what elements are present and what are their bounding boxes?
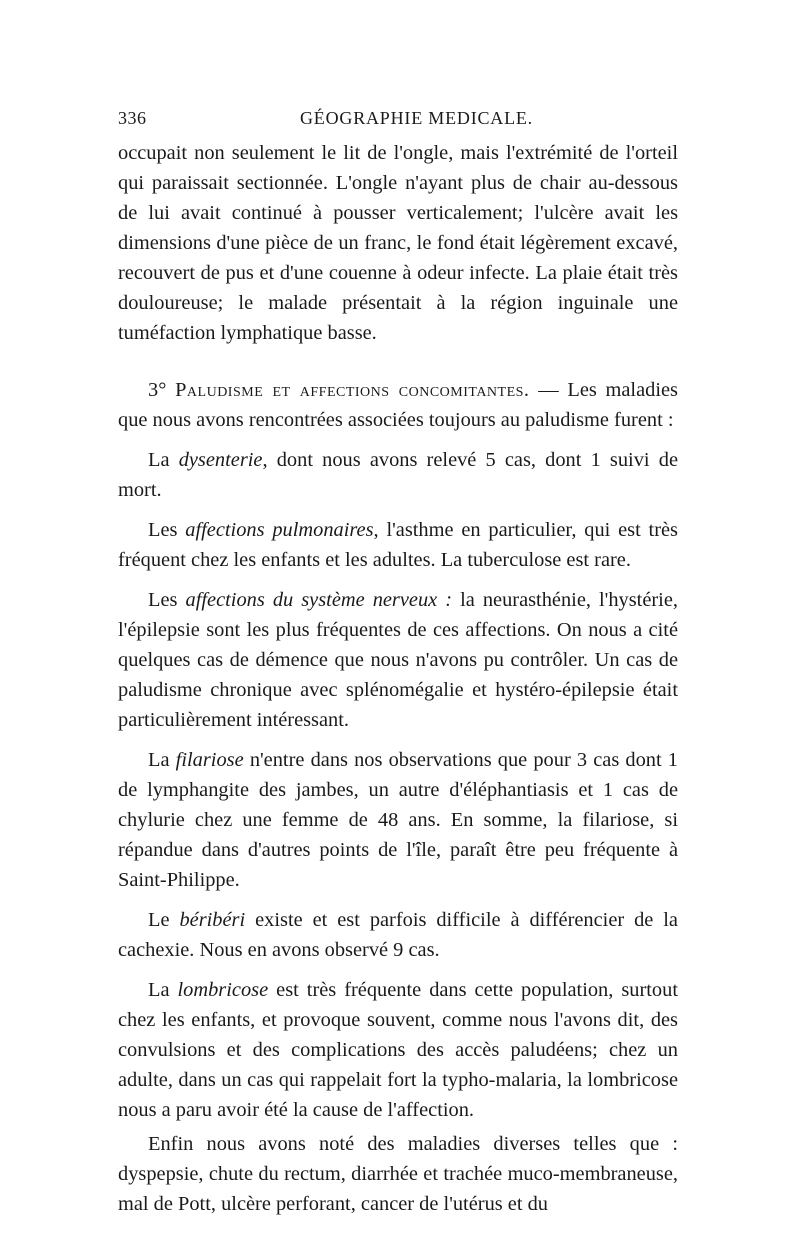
term-filariose: filariose — [175, 749, 244, 771]
paragraph-paludisme-heading — [118, 375, 678, 435]
term-lombricose: lombricose — [177, 979, 269, 1001]
lead-word: Les — [148, 589, 178, 611]
lead-word: Le — [148, 909, 170, 931]
page-number: 336 — [118, 108, 147, 128]
paragraph-filariose — [118, 745, 678, 895]
book-page — [118, 108, 678, 1219]
lead-word: La — [148, 979, 170, 1001]
term-beriberi: béribéri — [179, 909, 246, 931]
term-dysenterie: dysenterie — [178, 449, 263, 471]
term-affections-pulmonaires: affections pulmonaires — [185, 519, 374, 541]
paragraph-text: est très fréquente dans cette population, surtout chez les enfants, et provoque souvent, comme nous l'avons dit, des convulsions et des complications des accès paludéens; chez un adulte, dans un cas qui rappelait fort la typho-malaria, la lombricose nous a paru avoir été la cause de l'affection. — [118, 979, 678, 1121]
paragraph-lombricose — [118, 975, 678, 1125]
paragraph-dysenterie — [118, 445, 678, 505]
paragraph-text: existe et est parfois difficile à différencier de la cachexie. Nous en avons observé 9 cas. — [118, 909, 678, 961]
body-text — [118, 138, 678, 1219]
section-heading: Paludisme et affections concomitantes. — [175, 379, 530, 401]
section-number: 3° — [148, 379, 167, 401]
em-dash: — — [538, 379, 559, 401]
paragraph-text: n'entre dans nos observations que pour 3 cas dont 1 de lymphangite des jambes, un autre d'éléphantiasis et 1 cas de chylurie chez une femme de 48 ans. En somme, la filariose, si répandue dans d'autres points de l'île, paraît être peu fréquente à Saint-Philippe. — [118, 749, 678, 891]
term-systeme-nerveux: affections du système nerveux : — [185, 589, 453, 611]
lead-word: La — [148, 749, 170, 771]
running-title: GÉOGRAPHIE MEDICALE. — [300, 108, 533, 128]
section-intro: Les maladies que nous avons rencontrées associées toujours au paludisme furent : — [118, 379, 678, 431]
paragraph-beriberi — [118, 905, 678, 965]
paragraph-ongle: occupait non seulement le lit de l'ongle, mais l'extrémité de l'orteil qui paraissait sectionnée. L'ongle n'ayant plus de chair au-dessous de lui avait continué à pousser verticalement; l'ulcère avait les dimensions d'une pièce de un franc, le fond était légèrement excavé, recouvert de pus et d'une couenne à odeur infecte. La plaie était très douloureuse; le malade présentait à la région inguinale une tuméfaction lymphatique basse. — [118, 142, 678, 344]
paragraph-text: , dont nous avons relevé 5 cas, dont 1 suivi de mort. — [118, 449, 678, 501]
paragraph-text: la neurasthénie, l'hystérie, l'épilepsie sont les plus fréquentes de ces affections. On nous a cité quelques cas de démence que nous n'avons pu contrôler. Un cas de paludisme chronique avec splénomégalie et hystéro-épilepsie était particulièrement intéressant. — [118, 589, 678, 731]
lead-word: La — [148, 449, 170, 471]
running-head — [118, 108, 678, 138]
paragraph-systeme-nerveux — [118, 585, 678, 735]
lead-word: Les — [148, 519, 178, 541]
paragraph-maladies-diverses: Enfin nous avons noté des maladies diverses telles que : dyspepsie, chute du rectum, diarrhée et trachée muco-membraneuse, mal de Pott, ulcère perforant, cancer de l'utérus et du — [118, 1133, 678, 1215]
paragraph-affections-pulmonaires — [118, 515, 678, 575]
paragraph-text: , l'asthme en particulier, qui est très fréquent chez les enfants et les adultes. La tuberculose est rare. — [118, 519, 678, 571]
